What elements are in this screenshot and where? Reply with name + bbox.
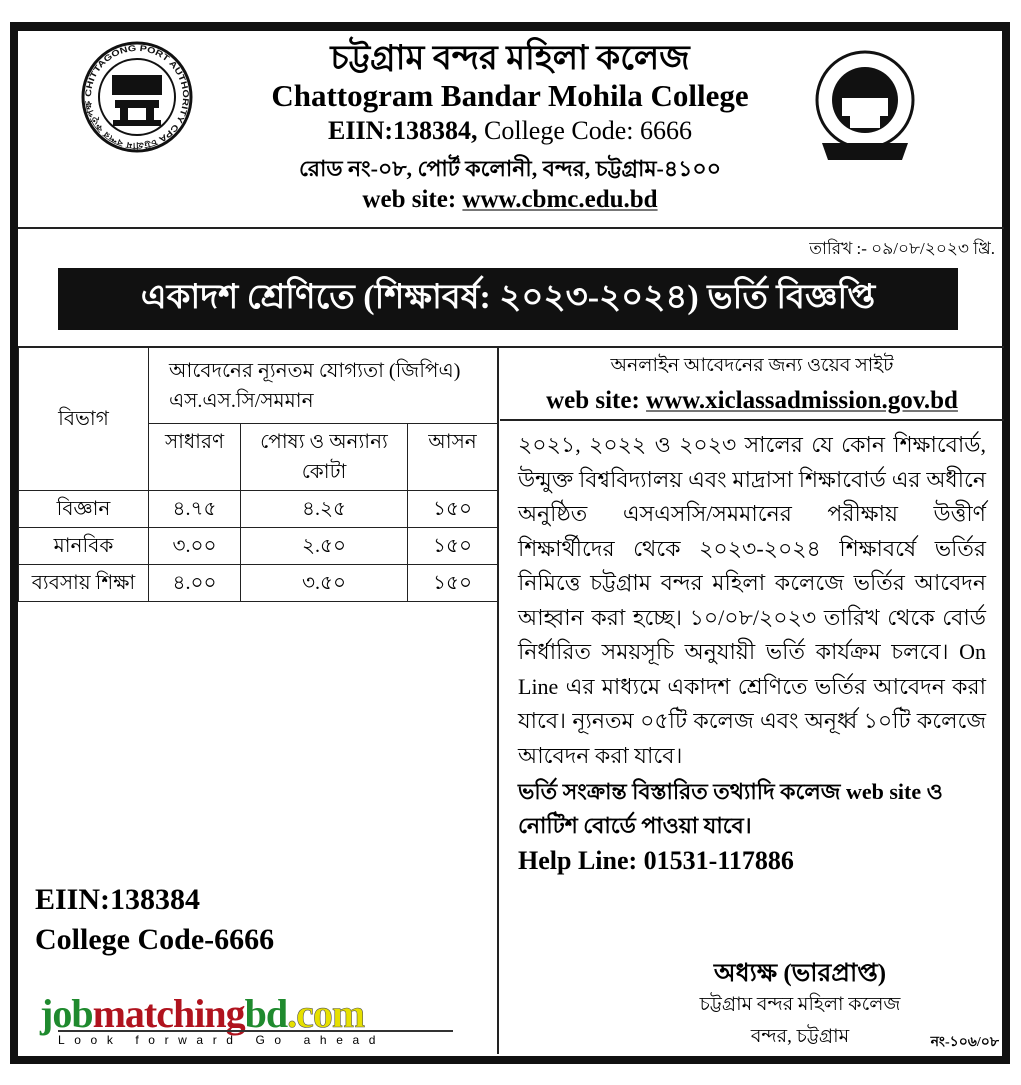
qualification-table [18, 347, 498, 602]
watermark-tagline: Look forward Go ahead [58, 1030, 453, 1047]
watermark-part: matching [92, 991, 245, 1036]
website-label: web site: [362, 186, 457, 213]
footer-eiin: EIIN:138384 [35, 883, 201, 916]
online-heading: অনলাইন আবেদনের জন্য ওয়েব সাইট [610, 355, 894, 376]
college-logo [810, 48, 920, 163]
eiin: EIIN:138384, [328, 116, 478, 145]
col-seats: আসন [408, 424, 498, 491]
reference-number: নং-১০৬/০৮ [930, 1035, 999, 1050]
row-seats: ১৫০ [408, 528, 498, 565]
website-label: web site: [546, 387, 640, 414]
notice-date: তারিখ :- ০৯/০৮/২০২৩ খ্রি. [809, 239, 995, 258]
row-seats: ১৫০ [408, 565, 498, 602]
row-general: ৪.৭৫ [149, 491, 241, 528]
online-application-box [500, 347, 1004, 421]
row-department: ব্যবসায় শিক্ষা [19, 565, 149, 602]
row-quota: ৪.২৫ [241, 491, 408, 528]
admission-website-link[interactable]: www.xiclassadmission.gov.bd [646, 387, 958, 414]
row-general: ৪.০০ [149, 565, 241, 602]
college-code: College Code: 6666 [484, 116, 692, 145]
row-general: ৩.০০ [149, 528, 241, 565]
notice-body: ২০২১, ২০২২ ও ২০২৩ সালের যে কোন শিক্ষাবোর্ড, উন্মুক্ত বিশ্ববিদ্যালয় এবং মাদ্রাসা শিক্ষাবোর্ড এর অধীনে অনুষ্ঠিত এসএসসি/সমমানের পরীক্ষায় উত্তীর্ণ শিক্ষার্থীদের থেকে ২০২৩-২০২৪ শিক্ষাবর্ষে ভর্তির নিমিত্তে চট্টগ্রাম বন্দর মহিলা কলেজে ভর্তির আবেদন আহ্বান করা হচ্ছে। ১০/০৮/২০২৩ তারিখ থেকে বোর্ড নির্ধারিত সময়সূচি অনুযায়ী ভর্তি কার্যক্রম চলবে। On Line এর মাধ্যমে একাদশ শ্রেণিতে ভর্তির আবেদন করা যাবে। ন্যূনতম ০৫টি কলেজ এবং অনূর্ধ্ব ১০টি কলেজে আবেদন করা যাবে। [518, 432, 986, 768]
watermark-part: bd [244, 991, 288, 1036]
cpa-logo-text: CHITTAGONG PORT AUTHORITY CPA চট্টগ্রাম বন্দর কর্তৃপক্ষ [82, 42, 192, 152]
table-row [19, 528, 498, 565]
address: রোড নং-০৮, পোর্ট কলোনী, বন্দর, চট্টগ্রাম-৪১০০ [298, 156, 722, 181]
watermark-part: .com [287, 991, 365, 1036]
signatory-college: চট্টগ্রাম বন্দর মহিলা কলেজ [699, 994, 901, 1015]
watermark-part: job [40, 991, 93, 1036]
cpa-logo [80, 40, 195, 155]
header-divider [18, 227, 1004, 229]
table-row [19, 491, 498, 528]
row-department: মানবিক [19, 528, 149, 565]
eiin-code-line [200, 116, 820, 146]
footer-codes [35, 880, 274, 960]
details-note: ভর্তি সংক্রান্ত বিস্তারিত তথ্যাদি কলেজ web site ও নোটিশ বোর্ডে পাওয়া যাবে। [518, 779, 943, 838]
row-quota: ২.৫০ [241, 528, 408, 565]
col-department: বিভাগ [19, 348, 149, 491]
row-quota: ৩.৫০ [241, 565, 408, 602]
col-general: সাধারণ [149, 424, 241, 491]
college-name-en: Chattogram Bandar Mohila College [271, 78, 749, 113]
college-website-link[interactable]: www.cbmc.edu.bd [462, 186, 658, 213]
college-name-bn: চট্টগ্রাম বন্দর মহিলা কলেজ [330, 40, 690, 77]
online-website [500, 387, 1004, 415]
footer-college-code: College Code-6666 [35, 923, 275, 956]
signatory-location: বন্দর, চট্টগ্রাম [750, 1026, 850, 1047]
table-row [19, 565, 498, 602]
notice-title-banner: একাদশ শ্রেণিতে (শিক্ষাবর্ষ: ২০২৩-২০২৪) ভর্তি বিজ্ঞপ্তি [58, 268, 958, 330]
group-header: আবেদনের ন্যূনতম যোগ্যতা (জিপিএ) এস.এস.সি/সমমান [149, 348, 498, 424]
helpline: Help Line: 01531-117886 [518, 846, 794, 875]
row-seats: ১৫০ [408, 491, 498, 528]
row-department: বিজ্ঞান [19, 491, 149, 528]
column-divider [497, 347, 499, 1054]
col-quota: পোষ্য ও অন্যান্য কোটা [241, 424, 408, 491]
signatory-title: অধ্যক্ষ (ভারপ্রাপ্ত) [713, 960, 887, 987]
college-website [200, 186, 820, 214]
